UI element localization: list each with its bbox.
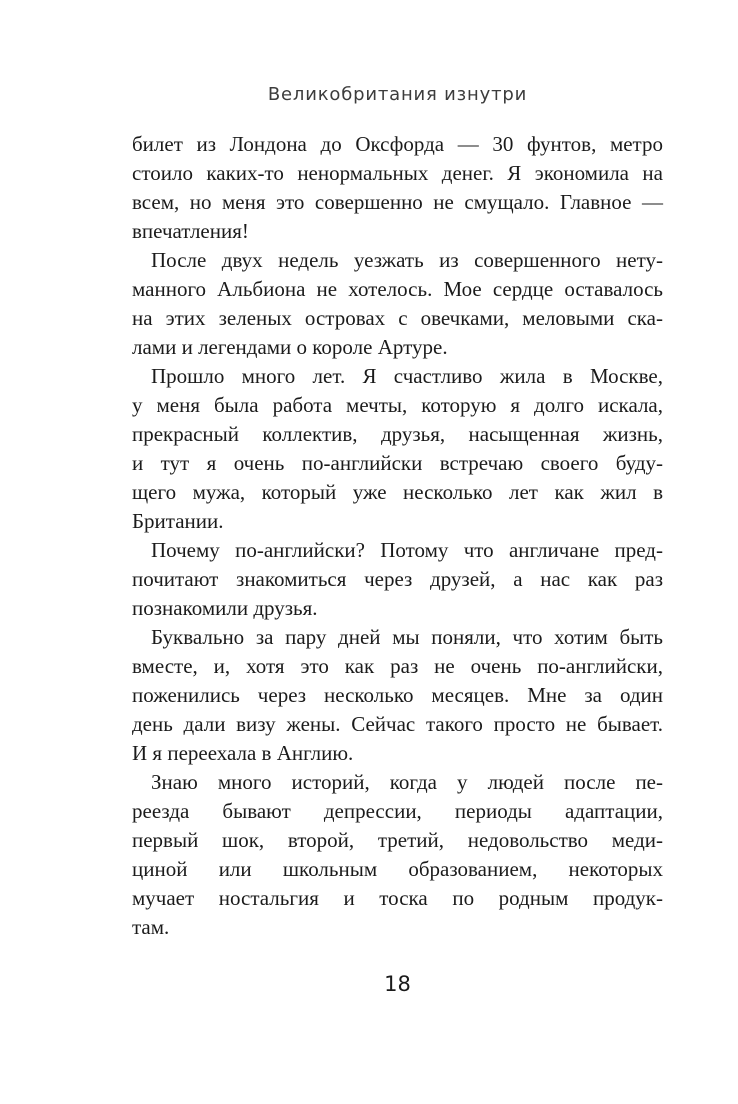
text-line: Прошло много лет. Я счастливо жила в Москве, xyxy=(151,364,663,388)
text-line: там. xyxy=(132,915,170,939)
text-line: Британии. xyxy=(132,509,224,533)
text-line: И я переехала в Англию. xyxy=(132,741,354,765)
text-line: билет из Лондона до Оксфорда — 30 фунтов, метро xyxy=(132,132,663,156)
text-line: день дали визу жены. Сейчас такого просто не бывает. xyxy=(132,712,663,736)
body-text xyxy=(132,130,663,942)
text-line: манного Альбиона не хотелось. Мое сердце оставалось xyxy=(132,277,663,301)
text-line: стоило каких-то ненормальных денег. Я экономила на xyxy=(132,161,663,185)
text-line: Буквально за пару дней мы поняли, что хотим быть xyxy=(151,625,663,649)
paragraph xyxy=(132,536,663,623)
text-line: впечатления! xyxy=(132,219,249,243)
text-line: После двух недель уезжать из совершенного нету- xyxy=(151,248,663,272)
text-line: щего мужа, который уже несколько лет как жил в xyxy=(132,480,663,504)
page-number: 18 xyxy=(384,972,411,996)
paragraph xyxy=(132,246,663,362)
text-line: почитают знакомиться через друзей, а нас как раз xyxy=(132,567,663,591)
text-line: мучает ностальгия и тоска по родным продук- xyxy=(132,886,663,910)
text-line: циной или школьным образованием, некоторых xyxy=(132,857,663,881)
text-line: поженились через несколько месяцев. Мне за один xyxy=(132,683,663,707)
text-line: первый шок, второй, третий, недовольство меди- xyxy=(132,828,663,852)
text-line: Почему по-английски? Потому что англичане пред- xyxy=(151,538,663,562)
text-line: реезда бывают депрессии, периоды адаптации, xyxy=(132,799,663,823)
paragraph xyxy=(132,768,663,942)
text-line: познакомили друзья. xyxy=(132,596,318,620)
running-header: Великобритания изнутри xyxy=(267,84,528,105)
text-line: всем, но меня это совершенно не смущало. Главное — xyxy=(132,190,663,214)
text-line: и тут я очень по-английски встречаю своего буду- xyxy=(132,451,663,475)
text-line: прекрасный коллектив, друзья, насыщенная жизнь, xyxy=(132,422,663,446)
text-line: лами и легендами о короле Артуре. xyxy=(132,335,448,359)
text-line: у меня была работа мечты, которую я долго искала, xyxy=(132,393,663,417)
paragraph xyxy=(132,623,663,768)
text-line: Знаю много историй, когда у людей после пе- xyxy=(151,770,663,794)
paragraph xyxy=(132,362,663,536)
text-line: на этих зеленых островах с овечками, меловыми ска- xyxy=(132,306,663,330)
paragraph xyxy=(132,130,663,246)
text-line: вместе, и, хотя это как раз не очень по-английски, xyxy=(132,654,663,678)
